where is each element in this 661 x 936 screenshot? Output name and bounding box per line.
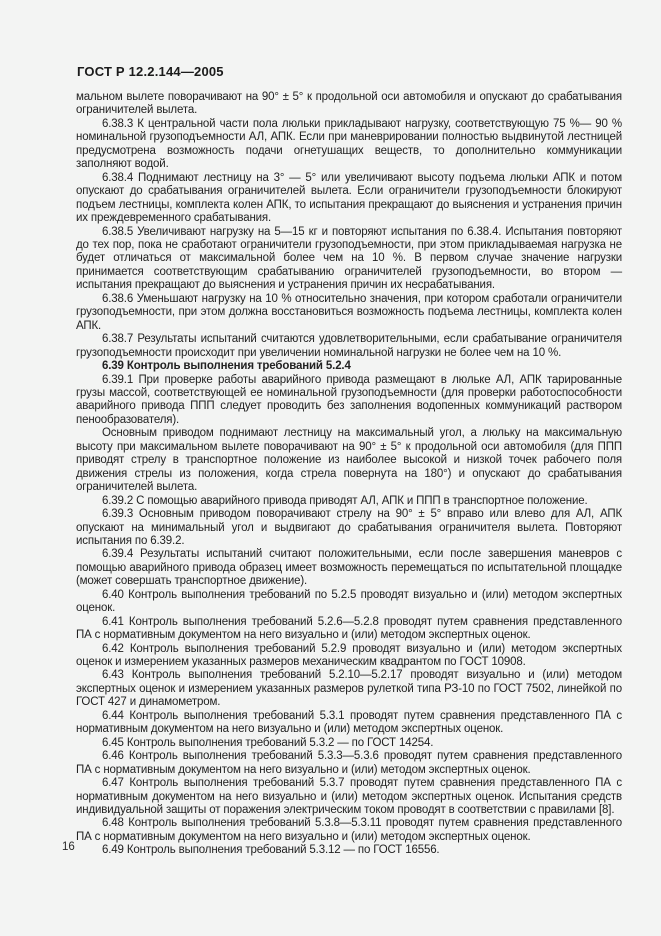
paragraph: 6.39.4 Результаты испытаний считают положительными, если после завершения маневров с помощью аварийного привода образец имеет возможность перемещаться по испытательной площадке (может совершать транспортное движение).	[76, 548, 622, 588]
paragraph: 6.46 Контроль выполнения требований 5.3.3—5.3.6 проводят путем сравнения представленного ПА с нормативным документом на него визуально и (или) методом экспертных оценок.	[76, 750, 622, 776]
paragraph: 6.38.3 К центральной части пола люльки прикладывают нагрузку, соответствующую 75 %— 90 % номинальной грузоподъемности АЛ, АПК. Если при маневрировании полностью выдвинутой лестницей предусмотрена возможность подачи огнетушащих веществ, то дополнительно коммуникации заполняют водой.	[76, 117, 622, 171]
paragraph: Основным приводом поднимают лестницу на максимальный угол, а люльку на максимальную высоту при максимальном вылете поворачивают на 90° ± 5° к продольной оси автомобиля (для ППП приводят стрелу в транспортное положение из наиболее высокой и низкой точек рабочего поля движения стрелы из положения, когда стрела повернута на 180°) и опускают до срабатывания ограничителей вылета.	[76, 427, 622, 494]
paragraph: 6.39.2 С помощью аварийного привода приводят АЛ, АПК и ППП в транспортное положение.	[102, 494, 588, 507]
paragraph: 6.38.5 Увеличивают нагрузку на 5—15 кг и повторяют испытания по 6.38.4. Испытания повторяют до тех пор, пока не сработают ограничители грузоподъемности, при этом прикладываемая нагрузка не будет отличаться от максимальной более чем на 10 %. В первом случае значение нагрузки принимается соответствующим срабатыванию ограничителей грузоподъемности, во втором — испытания прекращают до выяснения и устранения причин их несрабатывания.	[76, 225, 622, 292]
page-number: 16	[62, 841, 75, 853]
paragraph: 6.45 Контроль выполнения требований 5.3.2 — по ГОСТ 14254.	[102, 736, 434, 749]
paragraph: 6.40 Контроль выполнения требований по 5.2.5 проводят визуально и (или) методом экспертных оценок.	[76, 588, 622, 615]
paragraph: 6.49 Контроль выполнения требований 5.3.12 — по ГОСТ 16556.	[102, 844, 440, 857]
paragraph: 6.39.1 При проверке работы аварийного привода размещают в люльке АЛ, АПК тарированные грузы массой, соответствующей ее номинальной грузоподъемности (для проверки работоспособности аварийного привода ППП следует проводить без заполнения водопенных коммуникаций раствором пенообразователя).	[76, 373, 622, 426]
paragraph: 6.47 Контроль выполнения требований 5.3.7 проводят путем сравнения представленного ПА с нормативным документом на него визуально и (или) методом экспертных оценок. Испытания средств индивидуальной защиты от поражения электрическим током проводят в соответствии с правилами [8].	[76, 777, 622, 817]
paragraph: 6.38.6 Уменьшают нагрузку на 10 % относительно значения, при котором сработали ограничители грузоподъемности, при этом должна восстановиться возможность подъема лестницы, комплекта колен АПК.	[76, 292, 622, 332]
document-header: ГОСТ Р 12.2.144—2005	[77, 64, 224, 79]
paragraph: 6.43 Контроль выполнения требований 5.2.10—5.2.17 проводят визуально и (или) методом экспертных оценок и измерением указанных размеров рулеткой типа РЗ-10 по ГОСТ 7502, линейкой по ГОСТ 427 и динамометром.	[76, 669, 622, 709]
paragraph: 6.38.7 Результаты испытаний считаются удовлетворительными, если срабатывание ограничителя грузоподъемности происходит при увеличении номинальной нагрузки не более чем на 10 %.	[76, 333, 622, 359]
document-body	[76, 91, 622, 858]
paragraph: 6.48 Контроль выполнения требований 5.3.8—5.3.11 проводят путем сравнения представленного ПА с нормативным документом на него визуально и (или) методом экспертных оценок.	[76, 817, 622, 843]
paragraph: 6.38.4 Поднимают лестницу на 3° — 5° или увеличивают высоту подъема люльки АПК и потом опускают до срабатывания ограничителей вылета. Если ограничители грузоподъемности блокируют подъем лестницы, комплекта колен АПК, то испытания прекращают до выяснения и устранения причин их преждевременного срабатывания.	[76, 171, 622, 225]
paragraph: 6.39.3 Основным приводом поворачивают стрелу на 90° ± 5° вправо или влево для АЛ, АПК опускают на минимальный угол и выдвигают до срабатывания ограничителя вылета. Повторяют испытания по 6.39.2.	[76, 508, 622, 547]
section-heading: 6.39 Контроль выполнения требований 5.2.4	[102, 360, 351, 373]
paragraph: 6.41 Контроль выполнения требований 5.2.6—5.2.8 проводят путем сравнения представленного ПА с нормативным документом на него визуально и (или) методом экспертных оценок.	[76, 615, 622, 642]
paragraph: 6.42 Контроль выполнения требований 5.2.9 проводят визуально и (или) методом экспертных оценок и измерением указанных размеров механическим квадрантом по ГОСТ 10908.	[76, 642, 622, 669]
paragraph: 6.44 Контроль выполнения требований 5.3.1 проводят путем сравнения представленного ПА с нормативным документом на него визуально и (или) методом экспертных оценок.	[76, 709, 622, 736]
paragraph: мальном вылете поворачивают на 90° ± 5° к продольной оси автомобиля и опускают до срабатывания ограничителей вылета.	[76, 91, 622, 117]
